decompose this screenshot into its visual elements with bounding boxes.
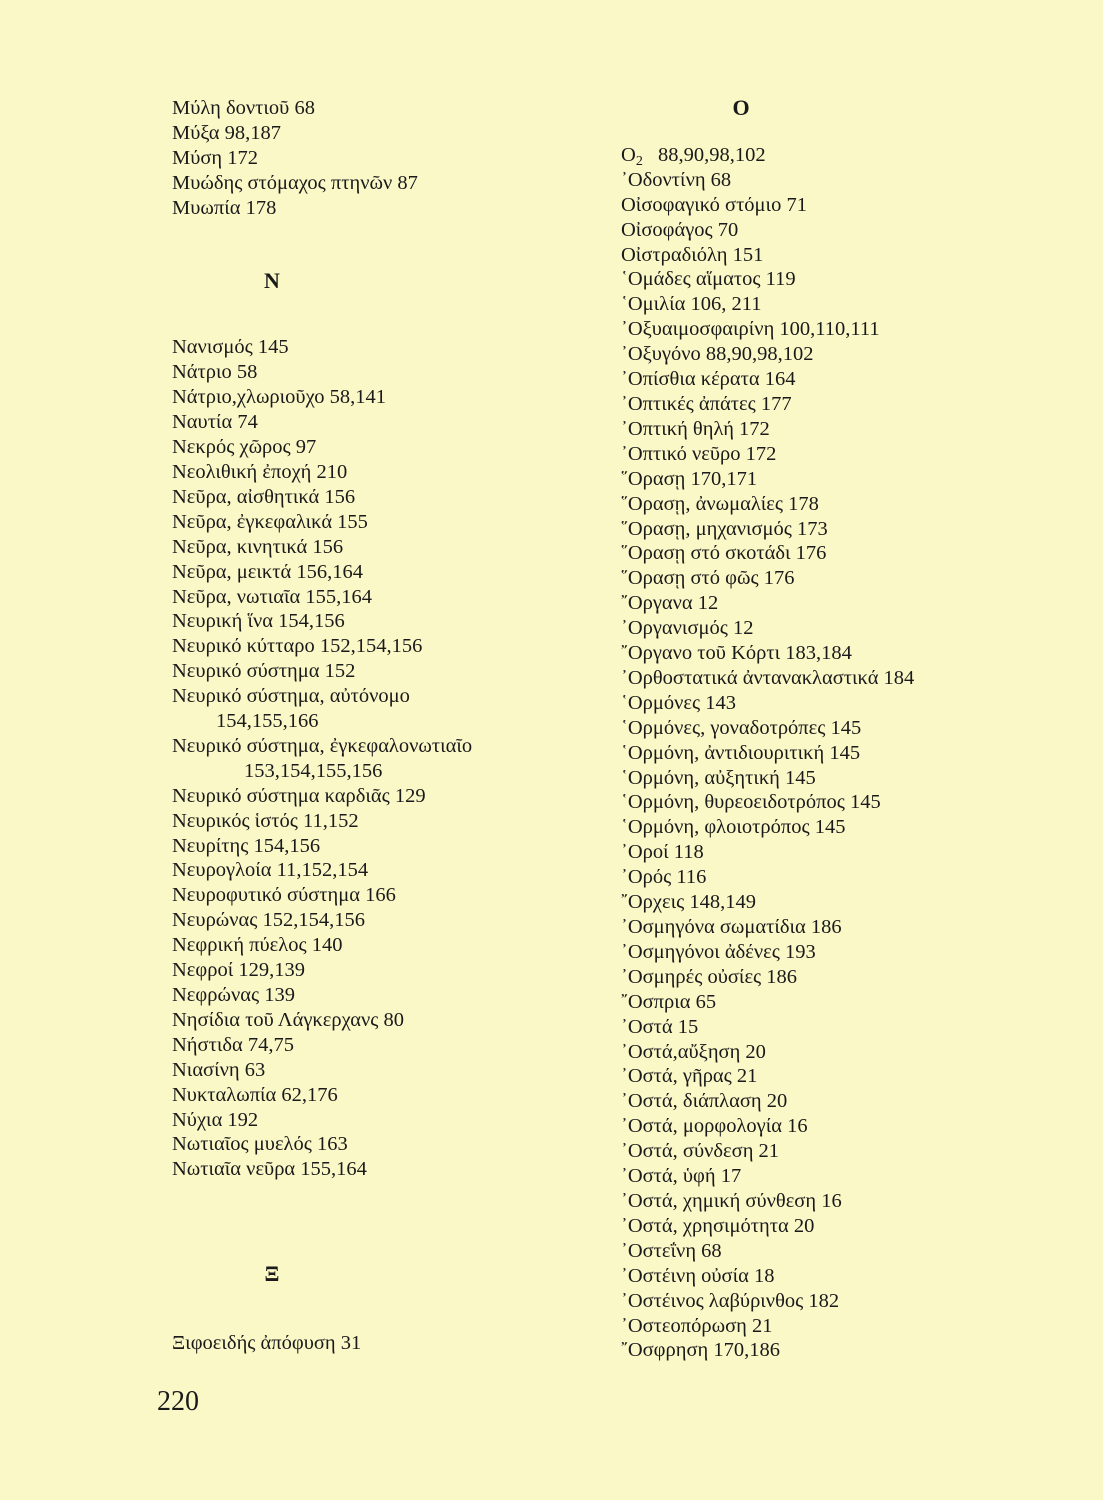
index-entry: Νευρικό σύστημα 152 — [172, 660, 356, 683]
index-entry: ᾿Οπτικό νεῦρο 172 — [621, 442, 777, 465]
index-entry: ᾿Οδοντίνη 68 — [621, 168, 732, 191]
index-entry: ᾿Οσμηγόνα σωματίδια 186 — [621, 916, 842, 938]
index-entry: ῾Ορμόνη, ἀντιδιουριτική 145 — [621, 741, 861, 764]
index-entry: ᾿Οστά, γῆρας 21 — [621, 1065, 758, 1088]
section-letter-o: Ο — [732, 95, 750, 120]
index-entry: Νανισμός 145 — [172, 336, 289, 359]
index-entry: Νευρικό σύστημα καρδιᾶς 129 — [172, 784, 426, 807]
index-entry: Οἰσοφαγικό στόμιο 71 — [621, 193, 807, 216]
xi-entries — [172, 1331, 572, 1356]
o2-subscript: 2 — [635, 153, 643, 169]
index-entry: Νευρικό σύστημα, ἐγκεφαλονωτιαῖο — [172, 734, 473, 757]
index-entry: Οἰσοφάγος 70 — [621, 218, 739, 241]
index-entry: Νυκταλωπία 62,176 — [172, 1083, 338, 1106]
index-entry: ῾Ορμόνες 143 — [621, 691, 736, 714]
index-entry: ᾿Οστέινη οὐσία 18 — [621, 1264, 775, 1287]
index-entry: ῞Ορασῃ 170,171 — [621, 467, 758, 490]
index-entry: ῾Ορμόνες, γοναδοτρόπες 145 — [621, 716, 862, 739]
o2-symbol: O — [621, 143, 636, 166]
o-entries — [621, 168, 1081, 1364]
index-entry-o2 — [621, 143, 1081, 168]
index-entry: ᾿Οξυαιμοσφαιρίνη 100,110,111 — [621, 318, 880, 341]
index-entry: ῎Οργανα 12 — [621, 592, 719, 615]
index-entry: ῞Ορασῃ στό σκοτάδι 176 — [621, 542, 827, 565]
index-entry: ᾿Οπτικές ἀπάτες 177 — [621, 392, 792, 415]
index-entry: Νεολιθική ἐποχή 210 — [172, 460, 348, 483]
section-letter-xi: Ξ — [264, 1261, 280, 1287]
index-entry: Οἰστραδιόλη 151 — [621, 243, 764, 266]
index-entry: ᾿Οστά, χρησιμότητα 20 — [621, 1214, 815, 1237]
index-entry: ᾿Ορός 116 — [621, 866, 707, 889]
left-column — [172, 96, 572, 1356]
index-entry: ῾Ορμόνη, φλοιοτρόπος 145 — [621, 816, 846, 839]
index-entry: ῞Ορασῃ στό φῶς 176 — [621, 567, 795, 590]
index-entry: Μυωπία 178 — [172, 196, 277, 219]
index-entry: ᾿Οστά, σύνδεση 21 — [621, 1140, 780, 1163]
index-entry: Μύση 172 — [172, 146, 259, 169]
index-entry: Μυώδης στόμαχος πτηνῶν 87 — [172, 171, 418, 194]
index-entry: ῾Ορμόνη, θυρεοειδοτρόπος 145 — [621, 791, 881, 814]
index-entry: Νεφρώνας 139 — [172, 984, 295, 1006]
index-entry: Ξιφοειδής ἀπόφυση 31 — [172, 1332, 362, 1355]
index-entry: ᾿Οσμηρές οὐσίες 186 — [621, 965, 798, 988]
index-entry: Νύχια 192 — [172, 1108, 259, 1131]
index-entry: ᾿Οστά, ὑφή 17 — [621, 1165, 742, 1188]
index-entry: ᾿Οστά,αὔξηση 20 — [621, 1040, 766, 1063]
index-entry: Νευρικό σύστημα, αὐτόνομο — [172, 685, 410, 708]
index-entry: ῾Ομάδες αἵματος 119 — [621, 268, 796, 291]
index-entry: ᾿Οστέινος λαβύρινθος 182 — [621, 1289, 840, 1312]
index-entry: ᾿Οπίσθια κέρατα 164 — [621, 368, 796, 391]
page-number: 220 — [157, 1386, 199, 1417]
index-entry: ᾿Οστεοπόρωση 21 — [621, 1314, 773, 1337]
index-entry: Νωτιαῖα νεῦρα 155,164 — [172, 1158, 367, 1181]
index-entry: Νευρική ἵνα 154,156 — [172, 610, 345, 633]
index-entry: Μύξα 98,187 — [172, 121, 281, 144]
index-entry: Νήστιδα 74,75 — [172, 1033, 294, 1056]
index-entry: Νευροφυτικό σύστημα 166 — [172, 884, 396, 907]
index-entry-continuation: 154,155,166 — [216, 710, 319, 733]
index-entry: Νάτριο 58 — [172, 361, 258, 384]
index-entry: ᾿Ορθοστατικά ἀντανακλαστικά 184 — [621, 666, 915, 689]
index-entry: Νευρικό κύτταρο 152,154,156 — [172, 635, 423, 658]
index-entry: Νεφρική πύελος 140 — [172, 934, 343, 957]
index-entry: ᾿Οροί 118 — [621, 841, 704, 864]
index-entry: Μύλη δοντιοῦ 68 — [172, 97, 315, 119]
index-entry: ῾Ορμόνη, αὐξητική 145 — [621, 766, 816, 789]
index-entry: ῎Οσπρια 65 — [621, 990, 717, 1013]
m-entries — [172, 96, 572, 221]
index-entry: Νεῦρα, αἰσθητικά 156 — [172, 485, 356, 508]
index-entry: Νεφροί 129,139 — [172, 959, 305, 982]
index-entry: Νωτιαῖος μυελός 163 — [172, 1133, 348, 1156]
index-entry: Νεῦρα, ἐγκεφαλικά 155 — [172, 510, 368, 533]
o2-pages: 88,90,98,102 — [657, 143, 766, 166]
index-entry: Νεῦρα, κινητικά 156 — [172, 535, 344, 558]
index-entry: Νάτριο,χλωριοῦχο 58,141 — [172, 386, 386, 409]
index-entry: Νεκρός χῶρος 97 — [172, 436, 317, 459]
right-column — [621, 96, 1081, 1363]
index-entry: ᾿Οσμηγόνοι ἀδένες 193 — [621, 940, 816, 963]
index-entry: ῎Οργανο τοῦ Κόρτι 183,184 — [621, 642, 852, 665]
index-entry: Νεῦρα, νωτιαῖα 155,164 — [172, 585, 373, 608]
index-entry: ῾Ομιλία 106, 211 — [621, 293, 762, 316]
index-entry: ῎Ορχεις 148,149 — [621, 891, 756, 914]
index-entry: Νεῦρα, μεικτά 156,164 — [172, 560, 363, 583]
index-entry: Νευρώνας 152,154,156 — [172, 909, 366, 932]
index-entry: Νιασίνη 63 — [172, 1058, 266, 1081]
index-entry: ᾿Οξυγόνο 88,90,98,102 — [621, 343, 814, 366]
index-entry: ῞Ορασῃ, ἀνωμαλίες 178 — [621, 492, 819, 515]
index-entry: ᾿Οστά, μορφολογία 16 — [621, 1115, 808, 1138]
index-entry: ᾿Οστά, διάπλαση 20 — [621, 1090, 788, 1113]
index-entry: ᾿Οργανισμός 12 — [621, 617, 754, 640]
index-entry: Ναυτία 74 — [172, 411, 258, 434]
section-letter-n: Ν — [264, 267, 280, 293]
n-entries — [172, 335, 572, 709]
index-entry: ᾿Οστά, χημική σύνθεση 16 — [621, 1189, 842, 1212]
index-entry: Νησίδια τοῦ Λάγκερχανς 80 — [172, 1008, 404, 1031]
n-entries-continued — [172, 784, 572, 1183]
index-entry-continuation: 153,154,155,156 — [244, 759, 383, 782]
index-entry: Νευρογλοία 11,152,154 — [172, 859, 369, 882]
index-entry: ᾿Οστά 15 — [621, 1015, 699, 1038]
index-entry: ῎Οσφρηση 170,186 — [621, 1339, 780, 1362]
index-entry: Νευρίτης 154,156 — [172, 834, 321, 857]
index-entry: ᾿Οστεΐνη 68 — [621, 1239, 722, 1262]
index-entry: Νευρικός ἱστός 11,152 — [172, 809, 359, 832]
index-entry: ᾿Οπτική θηλή 172 — [621, 417, 770, 440]
index-entry: ῞Ορασῃ, μηχανισμός 173 — [621, 517, 828, 540]
